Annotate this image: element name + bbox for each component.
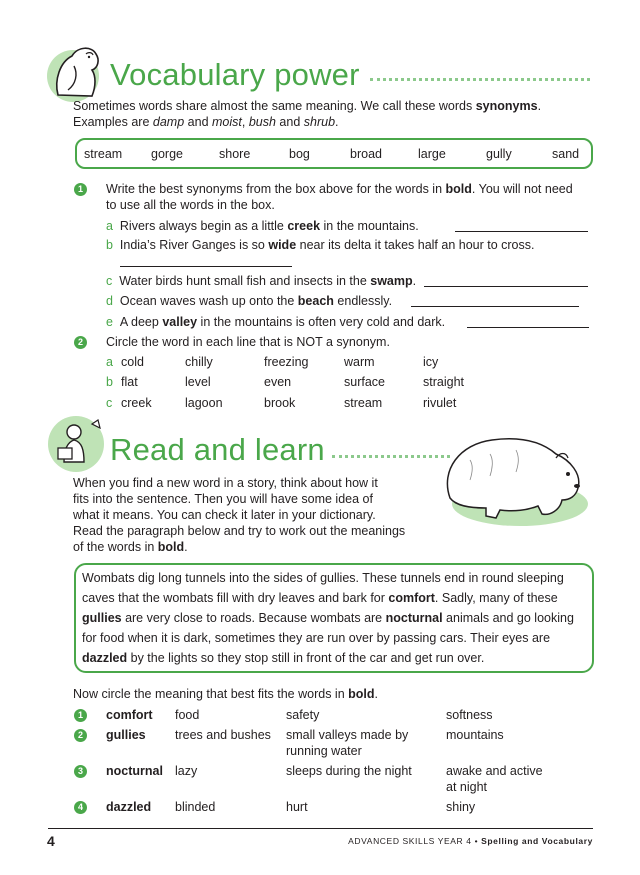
meaning-option[interactable]: softness — [446, 708, 493, 722]
q1-item-b — [106, 237, 534, 253]
item-bold: beach — [297, 294, 334, 308]
intro-text: . — [335, 115, 339, 129]
read-title: Read and learn — [110, 432, 325, 467]
item-text: Water birds hunt small fish and insects in the — [119, 274, 371, 288]
item-text: in the mountains. — [320, 219, 419, 233]
synonym-word[interactable]: chilly — [185, 355, 213, 369]
intro-bold: bold — [157, 540, 185, 554]
synonym-word[interactable]: even — [264, 375, 292, 389]
read-intro — [73, 475, 433, 555]
intro-text: , — [241, 115, 249, 129]
instruction-text: . — [374, 687, 379, 701]
synonym-word[interactable]: rivulet — [423, 396, 457, 410]
row-letter: c — [106, 396, 113, 410]
box-word: gully — [486, 147, 512, 161]
passage-bold: dazzled — [82, 651, 128, 665]
meaning-option[interactable]: trees and bushes — [175, 728, 271, 742]
box-word: large — [418, 147, 446, 161]
passage-line: Wombats dig long tunnels into the sides of gullies. These tunnels end in round sleeping — [82, 571, 564, 585]
footer-subject: Spelling and Vocabulary — [481, 836, 593, 846]
reading-child-illustration — [48, 412, 108, 474]
answer-line[interactable] — [120, 266, 292, 267]
intro-italic: bush — [248, 115, 276, 129]
passage-text: by the lights so they stop still in front of the car and get run over. — [127, 651, 485, 665]
page-number: 4 — [47, 833, 55, 849]
item-text: India’s River Ganges is so — [119, 238, 269, 252]
synonym-word[interactable]: cold — [121, 355, 144, 369]
question-number: 2 — [74, 729, 87, 742]
synonym-word[interactable]: flat — [121, 375, 138, 389]
meaning-option[interactable]: hurt — [286, 800, 308, 814]
passage-line — [82, 588, 587, 608]
item-text: in the mountains is often very cold and dark. — [197, 315, 446, 329]
box-word: stream — [84, 147, 123, 161]
row-letter: b — [106, 375, 113, 389]
wombat-illustration — [430, 430, 590, 540]
meaning-word: nocturnal — [106, 764, 163, 778]
q1-item-e — [106, 314, 445, 330]
box-word: shore — [219, 147, 251, 161]
synonym-word[interactable]: icy — [423, 355, 439, 369]
meaning-option[interactable]: blinded — [175, 800, 216, 814]
passage-text: caves that the wombats fill with dry leaves and bark for — [82, 591, 389, 605]
answer-line[interactable] — [455, 231, 588, 232]
synonym-word[interactable]: warm — [344, 355, 375, 369]
item-bold: valley — [162, 315, 198, 329]
synonym-word[interactable]: creek — [121, 396, 152, 410]
synonym-word[interactable]: freezing — [264, 355, 309, 369]
intro-text: . — [537, 99, 542, 113]
intro-line — [73, 539, 433, 555]
item-bold: swamp — [370, 274, 413, 288]
footer-bullet: • — [474, 836, 479, 846]
question-number: 1 — [74, 183, 87, 196]
vocab-title: Vocabulary power — [110, 57, 360, 92]
item-bold: wide — [268, 238, 297, 252]
item-text: Rivers always begin as a little — [119, 219, 288, 233]
footer-rule — [48, 828, 593, 829]
question-number: 1 — [74, 709, 87, 722]
synonym-word[interactable]: lagoon — [185, 396, 223, 410]
item-bold: creek — [287, 219, 321, 233]
intro-text: of the words in — [73, 540, 158, 554]
meaning-option[interactable]: safety — [286, 708, 320, 722]
passage-line — [82, 648, 587, 668]
item-text: . — [412, 274, 417, 288]
meaning-word: comfort — [106, 708, 153, 722]
item-text: endlessly. — [333, 294, 393, 308]
intro-text: Sometimes words share almost the same meaning. We call these words — [73, 99, 476, 113]
question-number: 2 — [74, 336, 87, 349]
passage-text: animals and go looking — [442, 611, 574, 625]
box-word: broad — [350, 147, 382, 161]
q1-text: . You will not need — [471, 182, 573, 196]
synonym-word[interactable]: surface — [344, 375, 385, 389]
item-letter: e — [106, 315, 113, 329]
q1-text: Write the best synonyms from the box above for the words in — [106, 182, 446, 196]
passage-line: for food when it is dark, sometimes they are run over by passing cars. Their eyes are — [82, 631, 551, 645]
synonym-word[interactable]: stream — [344, 396, 383, 410]
meaning-option[interactable]: mountains — [446, 728, 504, 742]
synonym-word[interactable]: straight — [423, 375, 464, 389]
intro-text: and — [275, 115, 304, 129]
footer-book: ADVANCED SKILLS YEAR 4 — [348, 836, 472, 846]
item-text: A deep — [119, 315, 163, 329]
answer-line[interactable] — [411, 306, 579, 307]
intro-line: When you find a new word in a story, think about how it — [73, 476, 378, 490]
intro-italic: damp — [152, 115, 185, 129]
q1-instruction — [106, 181, 606, 213]
gorilla-illustration — [48, 40, 104, 102]
item-letter: b — [106, 238, 113, 252]
item-text: near its delta it takes half an hour to cross. — [296, 238, 535, 252]
box-word: sand — [552, 147, 580, 161]
intro-italic: shrub — [303, 115, 336, 129]
meaning-option[interactable]: sleeps during the night — [286, 764, 412, 778]
q1-bold: bold — [445, 182, 472, 196]
item-letter: c — [106, 274, 113, 288]
item-letter: d — [106, 294, 113, 308]
footer-text — [348, 836, 593, 846]
intro-text: and — [184, 115, 212, 129]
meaning-word: dazzled — [106, 800, 152, 814]
meaning-option[interactable]: food — [175, 708, 200, 722]
intro-text: . — [184, 540, 188, 554]
item-letter: a — [106, 219, 113, 233]
intro-line: what it means. You can check it later in your dictionary. — [73, 508, 376, 522]
passage-line — [82, 608, 587, 628]
title-dots — [370, 78, 590, 81]
q1-item-c — [106, 273, 416, 289]
vocab-intro — [73, 98, 603, 130]
intro-italic: moist — [212, 115, 242, 129]
q1-item-d — [106, 293, 392, 309]
q1-text: to use all the words in the box. — [106, 198, 275, 212]
question-number: 3 — [74, 765, 87, 778]
answer-line[interactable] — [467, 327, 589, 328]
instruction-text: Now circle the meaning that best fits the words in — [73, 687, 349, 701]
synonym-word[interactable]: brook — [264, 396, 296, 410]
passage-text — [82, 568, 587, 668]
passage-bold: comfort — [388, 591, 435, 605]
passage-bold: gullies — [82, 611, 122, 625]
meaning-option[interactable]: awake and active — [446, 764, 543, 778]
q1-item-a — [106, 218, 419, 234]
passage-text: are very close to roads. Because wombats are — [121, 611, 386, 625]
meaning-word: gullies — [106, 728, 146, 742]
meaning-option-cont[interactable]: at night — [446, 780, 488, 794]
row-letter: a — [106, 355, 113, 369]
passage-text: . Sadly, many of these — [434, 591, 558, 605]
synonym-word[interactable]: level — [185, 375, 211, 389]
intro-bold: synonyms — [475, 99, 538, 113]
instruction-bold: bold — [348, 687, 375, 701]
meaning-option[interactable]: lazy — [175, 764, 198, 778]
intro-line: Read the paragraph below and try to work out the meanings — [73, 524, 406, 538]
box-word: gorge — [151, 147, 183, 161]
circle-instruction — [73, 686, 378, 702]
answer-line[interactable] — [424, 286, 588, 287]
box-word: bog — [289, 147, 310, 161]
intro-line: fits into the sentence. Then you will have some idea of — [73, 492, 373, 506]
intro-text: Examples are — [73, 115, 153, 129]
q2-instruction: Circle the word in each line that is NOT a synonym. — [106, 335, 390, 349]
meaning-option[interactable]: shiny — [446, 800, 476, 814]
passage-bold: nocturnal — [385, 611, 443, 625]
meaning-option-cont[interactable]: running water — [286, 744, 362, 758]
meaning-option[interactable]: small valleys made by — [286, 728, 409, 742]
question-number: 4 — [74, 801, 87, 814]
item-text: Ocean waves wash up onto the — [119, 294, 298, 308]
